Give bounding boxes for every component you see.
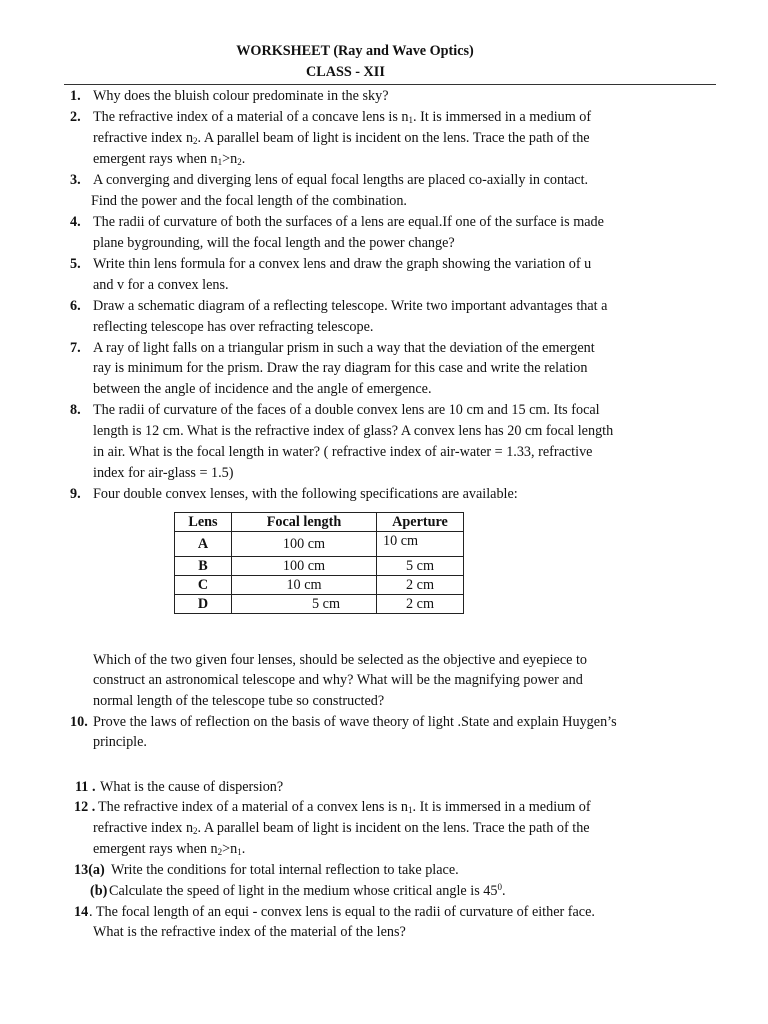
- question-text: reflecting telescope has over refracting telescope.: [93, 319, 374, 335]
- question-text: Calculate the speed of light in the medium whose critical angle is $45^0$.: [109, 882, 506, 899]
- table-cell: 10 cm: [377, 532, 464, 557]
- question-text: ray is minimum for the prism. Draw the ray diagram for this case and write the relation: [93, 360, 588, 376]
- question-text: emergent rays when $n_1>n_2$.: [93, 151, 246, 167]
- question-text: between the angle of incidence and the angle of emergence.: [93, 381, 432, 397]
- lens-specification-table: [174, 512, 464, 614]
- question-text: refractive index $n_2$. A parallel beam of light is incident on the lens. Trace the path of the: [93, 130, 590, 146]
- question-number: (b): [90, 883, 108, 899]
- question-text: Write the conditions for total internal reflection to take place.: [111, 862, 459, 878]
- question-number: 6.: [70, 298, 81, 314]
- question-text: The refractive index of a material of a concave lens is $n_1$. It is immersed in a medium of: [93, 109, 592, 125]
- question-text: construct an astronomical telescope and why? What will be the magnifying power and: [93, 672, 583, 688]
- table-cell: 100 cm: [232, 532, 377, 557]
- table-header: Lens: [175, 513, 232, 532]
- table-header-row: [175, 513, 464, 532]
- question-text: Prove the laws of reflection on the basis of wave theory of light .State and explain Huygen’s: [93, 714, 617, 730]
- table-row: [175, 532, 464, 557]
- question-text: length is 12 cm. What is the refractive index of glass? A convex lens has 20 cm focal length: [93, 423, 614, 439]
- table-cell: 2 cm: [377, 576, 464, 595]
- question-text: emergent rays when $n_2>n_1$.: [93, 841, 246, 857]
- question-text: Write thin lens formula for a convex lens and draw the graph showing the variation of u: [93, 256, 592, 272]
- question-text: principle.: [93, 734, 147, 750]
- question-text: The radii of curvature of both the surfaces of a lens are equal.If one of the surface is made: [93, 214, 604, 230]
- question-text: The radii of curvature of the faces of a double convex lens are 10 cm and 15 cm. Its focal: [93, 402, 600, 418]
- question-number: 11 .: [75, 779, 96, 795]
- question-number: 12 .: [74, 799, 96, 815]
- header-rule: [64, 84, 716, 85]
- question-text: A ray of light falls on a triangular prism in such a way that the deviation of the emergent: [93, 340, 595, 356]
- class-label: CLASS - XII: [306, 64, 385, 80]
- table-cell: D: [175, 595, 232, 614]
- question-text: What is the cause of dispersion?: [100, 779, 284, 795]
- table-cell: B: [175, 557, 232, 576]
- table-header: Aperture: [377, 513, 464, 532]
- question-text: Find the power and the focal length of the combination.: [91, 193, 407, 209]
- table-header: Focal length: [232, 513, 377, 532]
- question-number: 1.: [70, 88, 81, 104]
- question-text: index for air-glass = 1.5): [93, 465, 234, 481]
- table-row: [175, 576, 464, 595]
- question-number: 10.: [70, 714, 88, 730]
- table-row: [175, 557, 464, 576]
- question-text: Which of the two given four lenses, should be selected as the objective and eyepiece to: [93, 652, 588, 668]
- question-text: Why does the bluish colour predominate in the sky?: [93, 88, 389, 104]
- question-number: 5.: [70, 256, 81, 272]
- table-cell: A: [175, 532, 232, 557]
- question-text: and v for a convex lens.: [93, 277, 229, 293]
- table-cell: 5 cm: [232, 595, 377, 614]
- question-number: 14: [74, 904, 89, 920]
- table-cell: 100 cm: [232, 557, 377, 576]
- question-text: Four double convex lenses, with the following specifications are available:: [93, 486, 518, 502]
- question-text: A converging and diverging lens of equal focal lengths are placed co-axially in contact.: [93, 172, 589, 188]
- table-row: [175, 595, 464, 614]
- table-cell: 5 cm: [377, 557, 464, 576]
- question-number: 8.: [70, 402, 81, 418]
- question-text: . The focal length of an equi - convex lens is equal to the radii of curvature of either face.: [89, 904, 595, 920]
- table-cell: C: [175, 576, 232, 595]
- question-text: plane bygrounding, will the focal length and the power change?: [93, 235, 455, 251]
- question-text: in air. What is the focal length in water? ( refractive index of air-water = 1.33, refractive: [93, 444, 593, 460]
- question-number: 3.: [70, 172, 81, 188]
- table-cell: 10 cm: [232, 576, 377, 595]
- question-number: 13(a): [74, 862, 105, 878]
- question-text: The refractive index of a material of a convex lens is $n_1$. It is immersed in a medium of: [98, 799, 591, 815]
- question-number: 7.: [70, 340, 81, 356]
- question-number: 2.: [70, 109, 81, 125]
- question-number: 4.: [70, 214, 81, 230]
- question-number: 9.: [70, 486, 81, 502]
- table-cell: 2 cm: [377, 595, 464, 614]
- question-text: Draw a schematic diagram of a reflecting telescope. Write two important advantages that a: [93, 298, 608, 314]
- question-text: refractive index $n_2$. A parallel beam of light is incident on the lens. Trace the path of the: [93, 820, 590, 836]
- question-text: normal length of the telescope tube so constructed?: [93, 693, 385, 709]
- worksheet-title: WORKSHEET (Ray and Wave Optics): [236, 43, 474, 59]
- question-text: What is the refractive index of the material of the lens?: [93, 924, 406, 940]
